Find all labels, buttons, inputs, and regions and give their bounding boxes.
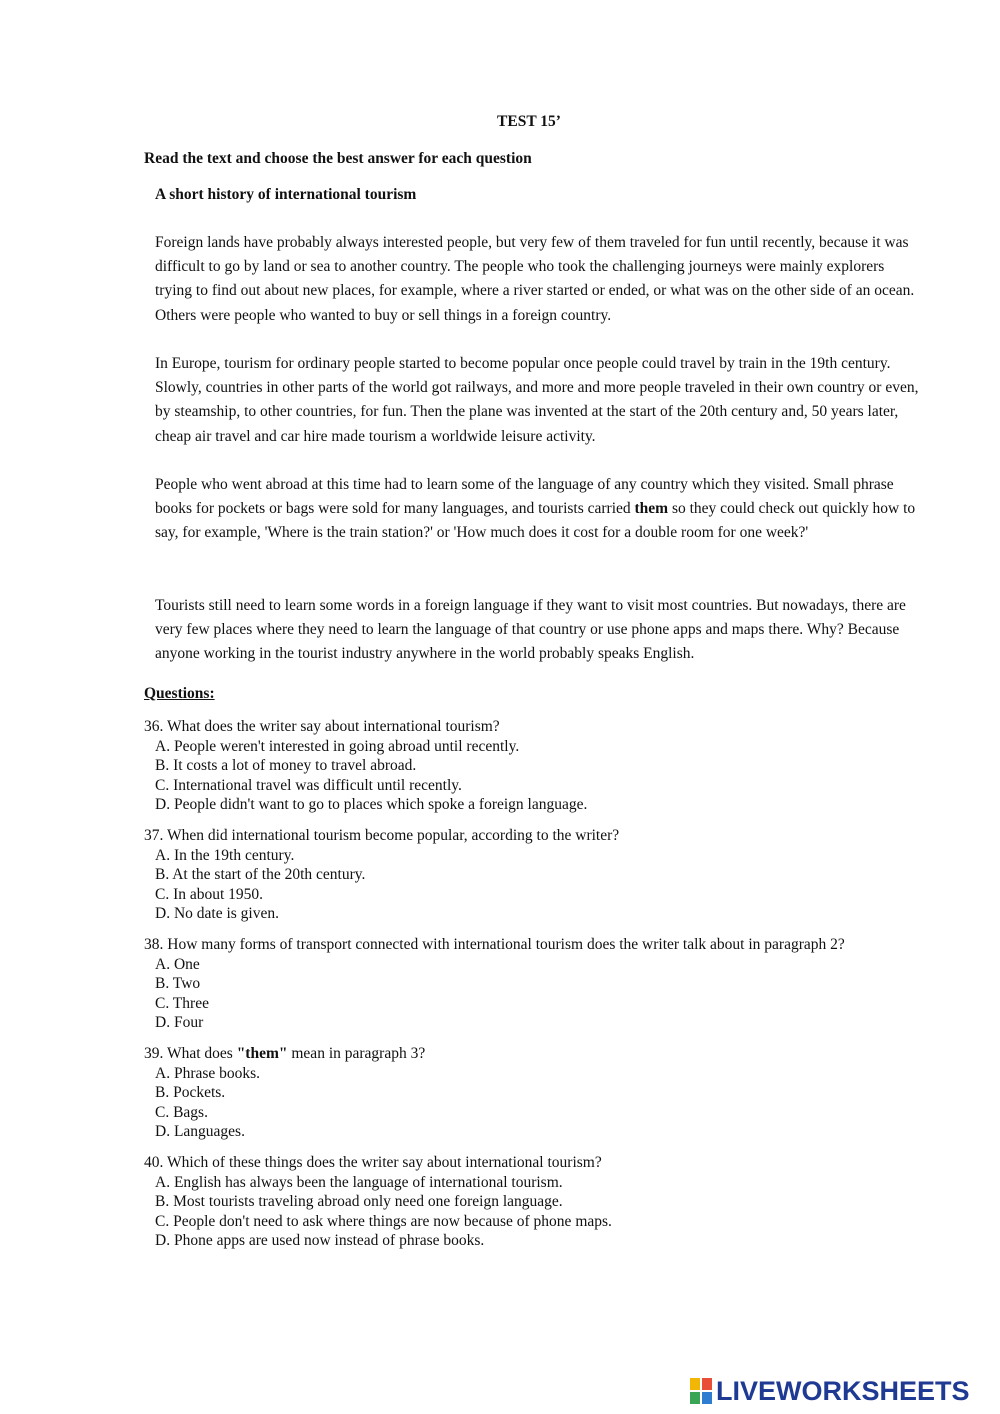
questions-heading: Questions:	[144, 685, 215, 702]
question-stem: 40. Which of these things does the writer say about international tourism?	[144, 1154, 602, 1171]
page-title: TEST 15’	[497, 113, 561, 130]
question-38	[144, 935, 944, 1033]
paragraph-3	[155, 473, 925, 546]
option-a[interactable]: A. One	[155, 955, 200, 973]
option-b[interactable]: B. Two	[155, 975, 201, 992]
question-36	[144, 717, 944, 815]
option-b[interactable]: B. Pockets.	[155, 1084, 226, 1101]
stem-start: 39. What does	[144, 1045, 237, 1062]
option-a[interactable]: A. English has always been the language of international tourism.	[155, 1173, 563, 1191]
passage-title: A short history of international tourism	[155, 186, 417, 203]
option-a[interactable]: A. Phrase books.	[155, 1064, 261, 1082]
paragraph-2: In Europe, tourism for ordinary people started to become popular once people could travel by train in the 19th century. Slowly, countries in other parts of the world got railways, and more and more people traveled in their own country or even, by steamship, to other countries, for fun. Then the plane was invented at the start of the 20th century and, 50 years later, cheap air travel and car hire made tourism a worldwide leisure activity.	[155, 355, 919, 445]
option-d[interactable]: D. No date is given.	[155, 905, 279, 922]
option-c[interactable]: C. People don't need to ask where things are now because of phone maps.	[155, 1212, 612, 1230]
option-d[interactable]: D. Languages.	[155, 1123, 245, 1140]
question-39	[144, 1044, 944, 1142]
question-stem: 38. How many forms of transport connected with international tourism does the writer talk about in paragraph 2?	[144, 936, 845, 953]
liveworksheets-logo	[690, 1374, 990, 1408]
option-c[interactable]: C. Three	[155, 994, 209, 1012]
question-40	[144, 1153, 944, 1251]
instruction: Read the text and choose the best answer for each question	[144, 150, 532, 167]
option-b[interactable]: B. At the start of the 20th century.	[155, 866, 366, 883]
liveworksheets-logo-icon	[690, 1378, 712, 1404]
option-d[interactable]: D. Phone apps are used now instead of phrase books.	[155, 1232, 485, 1249]
question-37	[144, 826, 944, 924]
question-stem: 36. What does the writer say about international tourism?	[144, 718, 500, 735]
option-c[interactable]: C. International travel was difficult until recently.	[155, 776, 462, 794]
logo-text: LIVEWORKSHEETS	[716, 1375, 970, 1406]
option-c[interactable]: C. In about 1950.	[155, 885, 264, 903]
paragraph-3-text-end: so they could check out quickly how to say, for example, 'Where is the train station?' or 'How much does it cost for a double room for one week?'	[155, 500, 916, 542]
option-b[interactable]: B. It costs a lot of money to travel abroad.	[155, 757, 417, 774]
stem-end: mean in paragraph 3?	[287, 1045, 426, 1062]
question-stem: 37. When did international tourism become popular, according to the writer?	[144, 827, 620, 844]
paragraph-3-bold-word: them	[634, 500, 669, 518]
paragraph-1: Foreign lands have probably always interested people, but very few of them traveled for fun until recently, because it was difficult to go by land or sea to another country. The people who took the challenging journeys were mainly explorers trying to find out about new places, for example, where a river started or ended, or what was on the other side of an ocean. Others were people who wanted to buy or sell things in a foreign country.	[155, 234, 915, 324]
option-a[interactable]: A. In the 19th century.	[155, 846, 295, 864]
paragraph-4: Tourists still need to learn some words in a foreign language if they want to visit most countries. But nowadays, there are very few places where they need to learn the language of that country or use phone apps and maps there. Why? Because anyone working in the tourist industry anywhere in the world probably speaks English.	[155, 597, 906, 663]
question-stem	[144, 1044, 944, 1064]
stem-bold-word: "them"	[236, 1045, 288, 1062]
option-d[interactable]: D. Four	[155, 1014, 204, 1031]
option-d[interactable]: D. People didn't want to go to places which spoke a foreign language.	[155, 796, 588, 813]
paragraph-3-text-start: People who went abroad at this time had to learn some of the language of any country which they visited. Small phrase books for pockets or bags were sold for many languages, and tourists carried	[155, 476, 894, 518]
option-c[interactable]: C. Bags.	[155, 1103, 208, 1121]
option-b[interactable]: B. Most tourists traveling abroad only need one foreign language.	[155, 1193, 563, 1210]
option-a[interactable]: A. People weren't interested in going abroad until recently.	[155, 737, 520, 755]
